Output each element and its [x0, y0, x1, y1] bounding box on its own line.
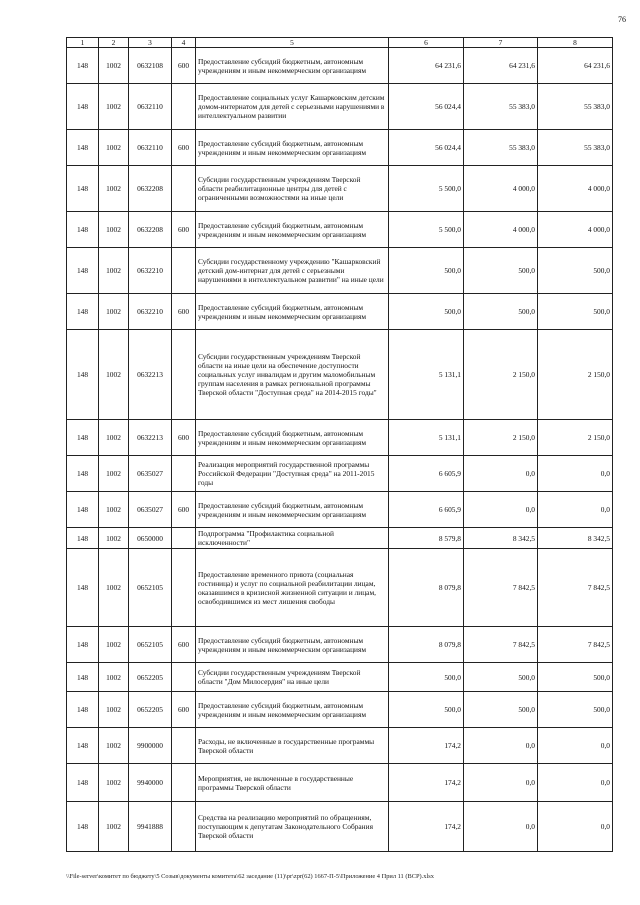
target-code-cell: 0632208: [129, 212, 172, 248]
item-name-cell: Мероприятия, не включенные в государственные программы Тверской области: [196, 764, 389, 802]
table-row: [67, 48, 613, 84]
amount-col8-cell: 55 383,0: [538, 84, 613, 130]
amount-col8-cell: 500,0: [538, 663, 613, 692]
item-name-cell: Предоставление субсидий бюджетным, автономным учреждениям и иным некоммерческим организациям: [196, 212, 389, 248]
amount-col7-cell: 2 150,0: [464, 420, 538, 456]
expense-type-cell: [172, 663, 196, 692]
ministry-code-cell: 148: [67, 549, 99, 627]
amount-col8-cell: 500,0: [538, 294, 613, 330]
amount-col8-cell: 2 150,0: [538, 330, 613, 420]
section-code-cell: 1002: [99, 728, 129, 764]
section-code-cell: 1002: [99, 248, 129, 294]
target-code-cell: 0652105: [129, 627, 172, 663]
target-code-cell: 0652205: [129, 663, 172, 692]
header-cell: 7: [464, 38, 538, 48]
amount-col6-cell: 500,0: [389, 248, 464, 294]
section-code-cell: 1002: [99, 48, 129, 84]
expense-type-cell: 600: [172, 294, 196, 330]
section-code-cell: 1002: [99, 420, 129, 456]
table-row: [67, 802, 613, 852]
target-code-cell: 0652105: [129, 549, 172, 627]
amount-col8-cell: 8 342,5: [538, 528, 613, 549]
target-code-cell: 9940000: [129, 764, 172, 802]
table-row: [67, 728, 613, 764]
amount-col8-cell: 0,0: [538, 728, 613, 764]
amount-col8-cell: 2 150,0: [538, 420, 613, 456]
amount-col7-cell: 0,0: [464, 456, 538, 492]
target-code-cell: 9941888: [129, 802, 172, 852]
table-row: [67, 764, 613, 802]
table-row: [67, 212, 613, 248]
expense-type-cell: 600: [172, 492, 196, 528]
item-name-cell: Субсидии государственным учреждениям Тверской области "Дом Милосердия" на иные цели: [196, 663, 389, 692]
target-code-cell: 0635027: [129, 456, 172, 492]
section-code-cell: 1002: [99, 330, 129, 420]
amount-col7-cell: 55 383,0: [464, 84, 538, 130]
amount-col8-cell: 4 000,0: [538, 212, 613, 248]
section-code-cell: 1002: [99, 764, 129, 802]
amount-col6-cell: 64 231,6: [389, 48, 464, 84]
section-code-cell: 1002: [99, 549, 129, 627]
ministry-code-cell: 148: [67, 294, 99, 330]
expense-type-cell: 600: [172, 212, 196, 248]
table-header-row: [67, 38, 613, 48]
header-cell: 1: [67, 38, 99, 48]
item-name-cell: Предоставление субсидий бюджетным, автономным учреждениям и иным некоммерческим организациям: [196, 48, 389, 84]
amount-col8-cell: 0,0: [538, 456, 613, 492]
header-cell: 6: [389, 38, 464, 48]
expense-type-cell: [172, 84, 196, 130]
amount-col6-cell: 56 024,4: [389, 130, 464, 166]
expense-type-cell: 600: [172, 48, 196, 84]
item-name-cell: Средства на реализацию мероприятий по обращениям, поступающим к депутатам Законодательного Собрания Тверской области: [196, 802, 389, 852]
section-code-cell: 1002: [99, 294, 129, 330]
item-name-cell: Предоставление субсидий бюджетным, автономным учреждениям и иным некоммерческим организациям: [196, 492, 389, 528]
amount-col7-cell: 7 842,5: [464, 549, 538, 627]
target-code-cell: 9900000: [129, 728, 172, 764]
table-row: [67, 420, 613, 456]
section-code-cell: 1002: [99, 130, 129, 166]
item-name-cell: Предоставление субсидий бюджетным, автономным учреждениям и иным некоммерческим организациям: [196, 627, 389, 663]
item-name-cell: Подпрограмма "Профилактика социальной исключенности": [196, 528, 389, 549]
target-code-cell: 0652205: [129, 692, 172, 728]
ministry-code-cell: 148: [67, 212, 99, 248]
table-row: [67, 692, 613, 728]
ministry-code-cell: 148: [67, 84, 99, 130]
section-code-cell: 1002: [99, 663, 129, 692]
table-row: [67, 492, 613, 528]
target-code-cell: 0632213: [129, 330, 172, 420]
table-row: [67, 456, 613, 492]
item-name-cell: Предоставление временного приюта (социальная гостиница) и услуг по социальной реабилитации лицам, оказавшимся в кризисной жизненной ситуации и лицам, освободившимся из мест лишения свободы: [196, 549, 389, 627]
table-row: [67, 84, 613, 130]
section-code-cell: 1002: [99, 166, 129, 212]
ministry-code-cell: 148: [67, 627, 99, 663]
amount-col7-cell: 4 000,0: [464, 212, 538, 248]
ministry-code-cell: 148: [67, 420, 99, 456]
item-name-cell: Предоставление субсидий бюджетным, автономным учреждениям и иным некоммерческим организациям: [196, 294, 389, 330]
section-code-cell: 1002: [99, 492, 129, 528]
amount-col8-cell: 0,0: [538, 492, 613, 528]
amount-col6-cell: 174,2: [389, 802, 464, 852]
amount-col6-cell: 500,0: [389, 663, 464, 692]
item-name-cell: Предоставление социальных услуг Кашарковским детским домом-интернатом для детей с серьезными нарушениями в интеллектуальном развитии: [196, 84, 389, 130]
expense-type-cell: [172, 549, 196, 627]
amount-col6-cell: 5 131,1: [389, 330, 464, 420]
target-code-cell: 0632108: [129, 48, 172, 84]
amount-col8-cell: 64 231,6: [538, 48, 613, 84]
amount-col7-cell: 8 342,5: [464, 528, 538, 549]
section-code-cell: 1002: [99, 212, 129, 248]
ministry-code-cell: 148: [67, 456, 99, 492]
amount-col6-cell: 6 605,9: [389, 492, 464, 528]
section-code-cell: 1002: [99, 84, 129, 130]
expense-type-cell: [172, 166, 196, 212]
header-cell: 3: [129, 38, 172, 48]
ministry-code-cell: 148: [67, 248, 99, 294]
amount-col6-cell: 174,2: [389, 764, 464, 802]
section-code-cell: 1002: [99, 456, 129, 492]
amount-col8-cell: 0,0: [538, 802, 613, 852]
amount-col7-cell: 500,0: [464, 248, 538, 294]
expense-type-cell: 600: [172, 420, 196, 456]
amount-col8-cell: 7 842,5: [538, 549, 613, 627]
target-code-cell: 0635027: [129, 492, 172, 528]
target-code-cell: 0632208: [129, 166, 172, 212]
table-row: [67, 130, 613, 166]
amount-col8-cell: 0,0: [538, 764, 613, 802]
table-row: [67, 549, 613, 627]
amount-col7-cell: 64 231,6: [464, 48, 538, 84]
ministry-code-cell: 148: [67, 492, 99, 528]
amount-col6-cell: 5 500,0: [389, 212, 464, 248]
amount-col8-cell: 7 842,5: [538, 627, 613, 663]
amount-col7-cell: 0,0: [464, 802, 538, 852]
amount-col6-cell: 5 500,0: [389, 166, 464, 212]
expense-type-cell: [172, 456, 196, 492]
section-code-cell: 1002: [99, 528, 129, 549]
item-name-cell: Субсидии государственным учреждениям Тверской области на иные цели на обеспечение доступности социальных услуг инвалидам и другим маломобильным группам населения в рамках региональной программы Тверской области "Доступная среда" на 2014-2015 годы": [196, 330, 389, 420]
budget-table: [66, 37, 613, 852]
item-name-cell: Предоставление субсидий бюджетным, автономным учреждениям и иным некоммерческим организациям: [196, 130, 389, 166]
item-name-cell: Расходы, не включенные в государственные программы Тверской области: [196, 728, 389, 764]
ministry-code-cell: 148: [67, 130, 99, 166]
section-code-cell: 1002: [99, 627, 129, 663]
amount-col6-cell: 5 131,1: [389, 420, 464, 456]
amount-col8-cell: 4 000,0: [538, 166, 613, 212]
ministry-code-cell: 148: [67, 764, 99, 802]
header-cell: 2: [99, 38, 129, 48]
target-code-cell: 0632210: [129, 294, 172, 330]
amount-col6-cell: 6 605,9: [389, 456, 464, 492]
ministry-code-cell: 148: [67, 330, 99, 420]
header-cell: 4: [172, 38, 196, 48]
amount-col6-cell: 500,0: [389, 692, 464, 728]
target-code-cell: 0632213: [129, 420, 172, 456]
expense-type-cell: [172, 728, 196, 764]
amount-col7-cell: 500,0: [464, 692, 538, 728]
target-code-cell: 0632210: [129, 248, 172, 294]
section-code-cell: 1002: [99, 802, 129, 852]
amount-col7-cell: 7 842,5: [464, 627, 538, 663]
amount-col6-cell: 8 079,8: [389, 627, 464, 663]
ministry-code-cell: 148: [67, 166, 99, 212]
target-code-cell: 0650000: [129, 528, 172, 549]
ministry-code-cell: 148: [67, 48, 99, 84]
expense-type-cell: 600: [172, 627, 196, 663]
table-row: [67, 627, 613, 663]
expense-type-cell: 600: [172, 692, 196, 728]
item-name-cell: Предоставление субсидий бюджетным, автономным учреждениям и иным некоммерческим организациям: [196, 420, 389, 456]
expense-type-cell: [172, 248, 196, 294]
amount-col8-cell: 500,0: [538, 692, 613, 728]
expense-type-cell: [172, 802, 196, 852]
amount-col8-cell: 500,0: [538, 248, 613, 294]
expense-type-cell: [172, 764, 196, 802]
amount-col8-cell: 55 383,0: [538, 130, 613, 166]
file-path-footer: \\File-server\комитет по бюджету\5 Созыв\документы комитета\62 заседание (11)\pr\zpr(62) 1667-П-5\Приложение 4 Прил 11 (ВСР).xlsx: [66, 873, 434, 880]
item-name-cell: Реализация мероприятий государственной программы Российской Федерации "Доступная среда" на 2011-2015 годы: [196, 456, 389, 492]
target-code-cell: 0632110: [129, 130, 172, 166]
page-number: 76: [618, 15, 626, 24]
section-code-cell: 1002: [99, 692, 129, 728]
expense-type-cell: [172, 330, 196, 420]
amount-col7-cell: 4 000,0: [464, 166, 538, 212]
amount-col7-cell: 2 150,0: [464, 330, 538, 420]
ministry-code-cell: 148: [67, 692, 99, 728]
amount-col6-cell: 56 024,4: [389, 84, 464, 130]
header-cell: 8: [538, 38, 613, 48]
table-row: [67, 330, 613, 420]
amount-col7-cell: 500,0: [464, 663, 538, 692]
table-row: [67, 166, 613, 212]
expense-type-cell: [172, 528, 196, 549]
target-code-cell: 0632110: [129, 84, 172, 130]
item-name-cell: Субсидии государственным учреждениям Тверской области реабилитационные центры для детей с ограниченными возможностями на иные цели: [196, 166, 389, 212]
amount-col7-cell: 0,0: [464, 728, 538, 764]
amount-col6-cell: 500,0: [389, 294, 464, 330]
table-row: [67, 528, 613, 549]
table-row: [67, 294, 613, 330]
amount-col7-cell: 0,0: [464, 764, 538, 802]
item-name-cell: Субсидии государственному учреждению "Кашарковский детский дом-интернат для детей с серьезными нарушениями в интеллектуальном развитии" на иные цели: [196, 248, 389, 294]
table-row: [67, 663, 613, 692]
header-cell: 5: [196, 38, 389, 48]
ministry-code-cell: 148: [67, 528, 99, 549]
amount-col6-cell: 8 579,8: [389, 528, 464, 549]
ministry-code-cell: 148: [67, 802, 99, 852]
amount-col6-cell: 174,2: [389, 728, 464, 764]
table-row: [67, 248, 613, 294]
item-name-cell: Предоставление субсидий бюджетным, автономным учреждениям и иным некоммерческим организациям: [196, 692, 389, 728]
ministry-code-cell: 148: [67, 728, 99, 764]
amount-col7-cell: 55 383,0: [464, 130, 538, 166]
amount-col7-cell: 500,0: [464, 294, 538, 330]
expense-type-cell: 600: [172, 130, 196, 166]
ministry-code-cell: 148: [67, 663, 99, 692]
amount-col6-cell: 8 079,8: [389, 549, 464, 627]
amount-col7-cell: 0,0: [464, 492, 538, 528]
